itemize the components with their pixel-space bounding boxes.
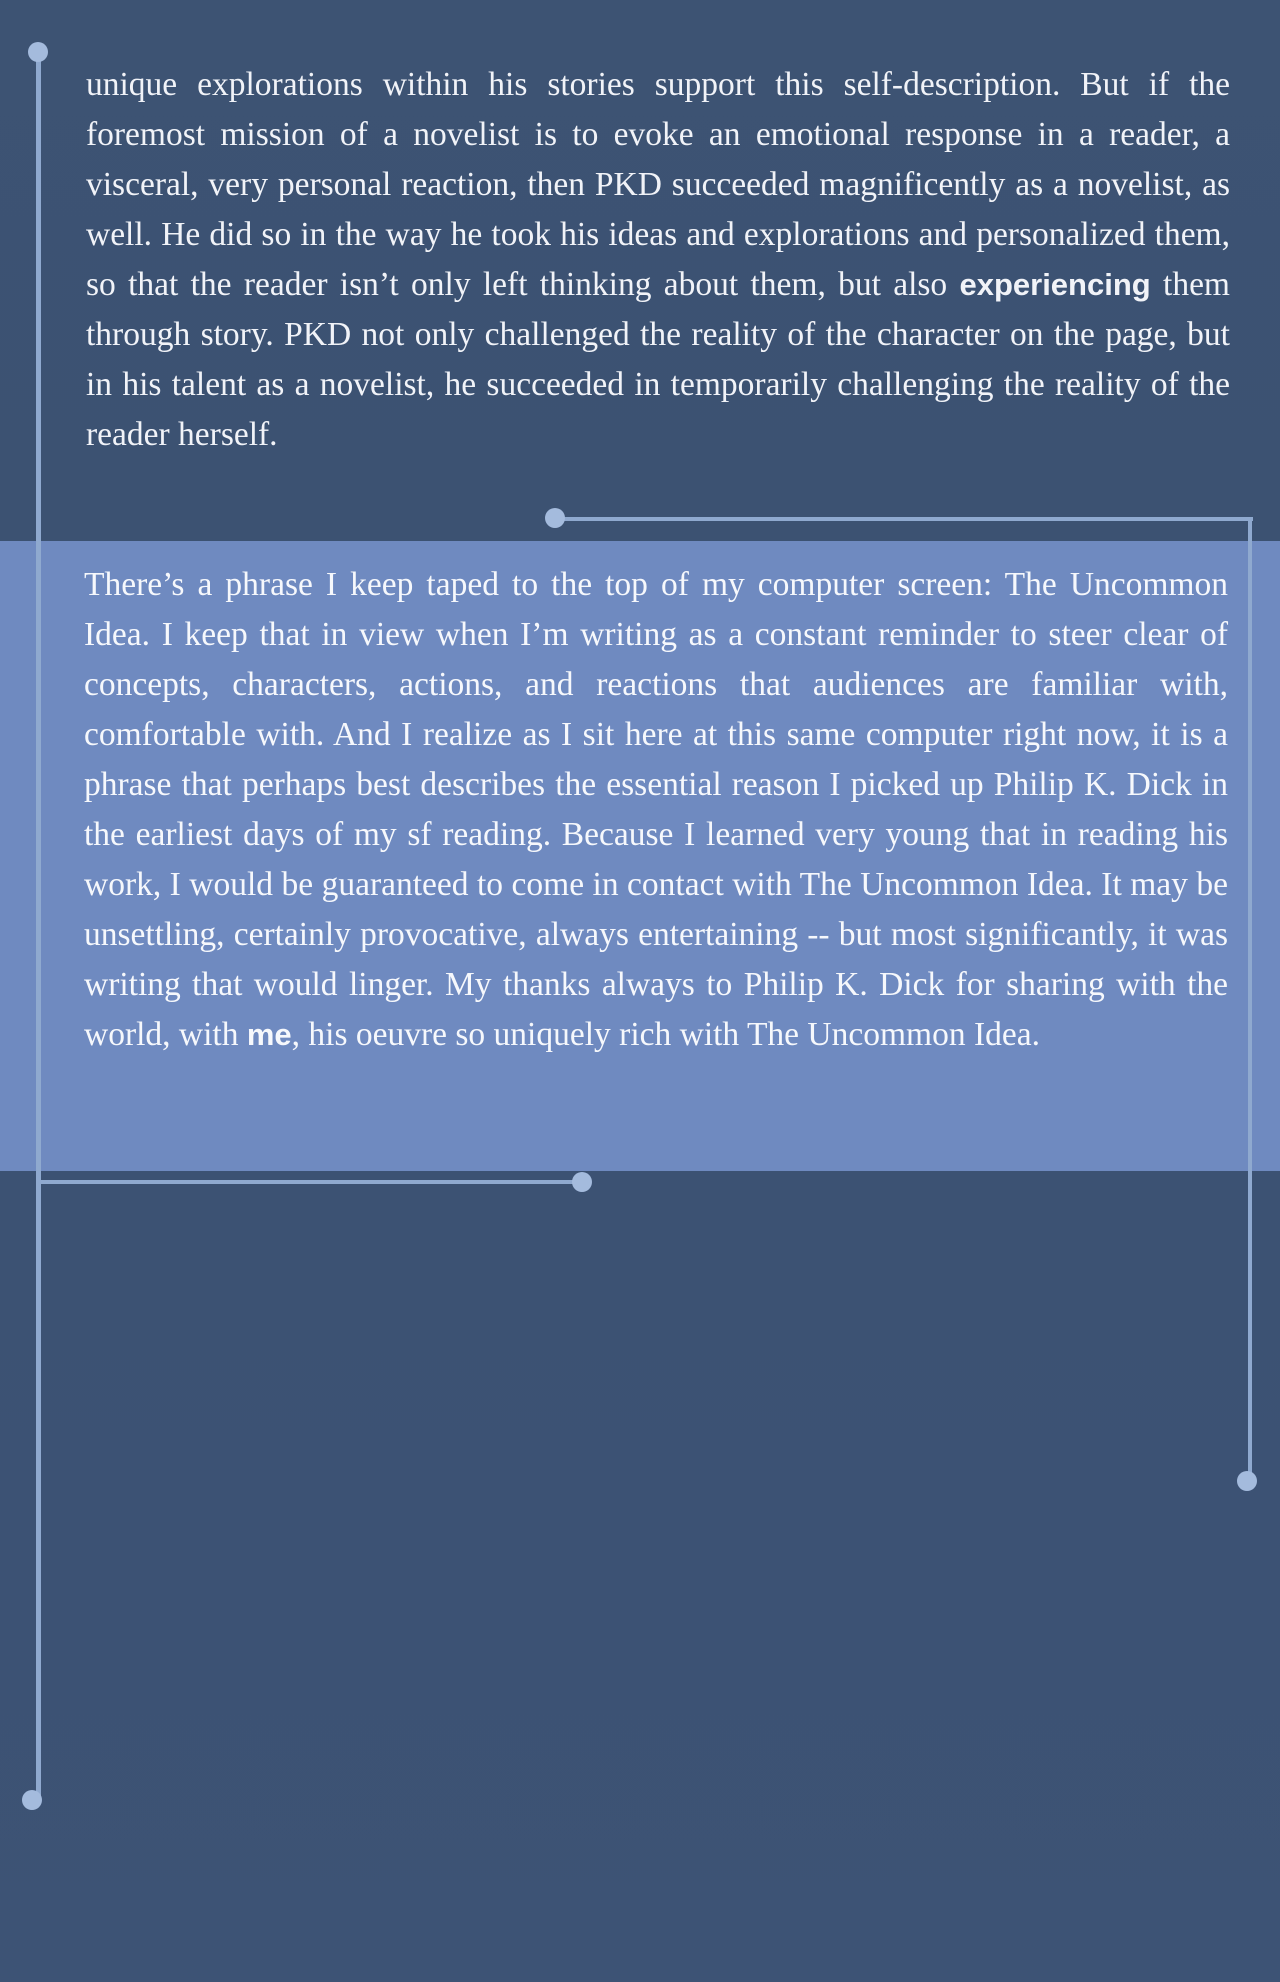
circuit-line-left (36, 52, 41, 1802)
circuit-node-upper (545, 508, 565, 528)
paragraph-2-text-b: , his oeuvre so uniquely rich with The Uncommon Idea. (291, 1016, 1040, 1053)
body-paragraph-1 (86, 60, 1230, 460)
circuit-line-upper (553, 517, 1253, 521)
circuit-line-lower (38, 1180, 584, 1184)
paragraph-1-text-a: unique explorations within his stories support this self-description. But if the foremost mission of a novelist is to evoke an emotional response in a reader, a visceral, very personal reaction, then PKD succeeded magnificently as a novelist, as well. He did so in the way he took his ideas and explorations and personalized them, so that the reader isn’t only left thinking about them, but also (86, 66, 1230, 303)
circuit-node-right (1237, 1471, 1257, 1491)
circuit-node-lower (572, 1172, 592, 1192)
paragraph-1-text-b: them through story. PKD not only challenged the reality of the character on the page, but in his talent as a novelist, he succeeded in temporarily challenging the reality of the reader herself. (86, 266, 1230, 453)
paragraph-1-emphasis: experiencing (959, 267, 1151, 302)
paragraph-2-emphasis: me (246, 1017, 292, 1052)
circuit-node-bottom-left (22, 1790, 42, 1810)
circuit-line-right (1248, 517, 1252, 1477)
body-paragraph-2 (84, 560, 1228, 1060)
paragraph-2-text-a: There’s a phrase I keep taped to the top of my computer screen: The Uncommon Idea. I keep that in view when I’m writing as a constant reminder to steer clear of concepts, characters, actions, and reactions that audiences are familiar with, comfortable with. And I realize as I sit here at this same computer right now, it is a phrase that perhaps best describes the essential reason I picked up Philip K. Dick in the earliest days of my sf reading. Because I learned very young that in reading his work, I would be guaranteed to come in contact with The Uncommon Idea. It may be unsettling, certainly provocative, always entertaining -- but most significantly, it was writing that would linger. My thanks always to Philip K. Dick for sharing with the world, with (84, 566, 1228, 1053)
circuit-node-top-left (28, 42, 48, 62)
